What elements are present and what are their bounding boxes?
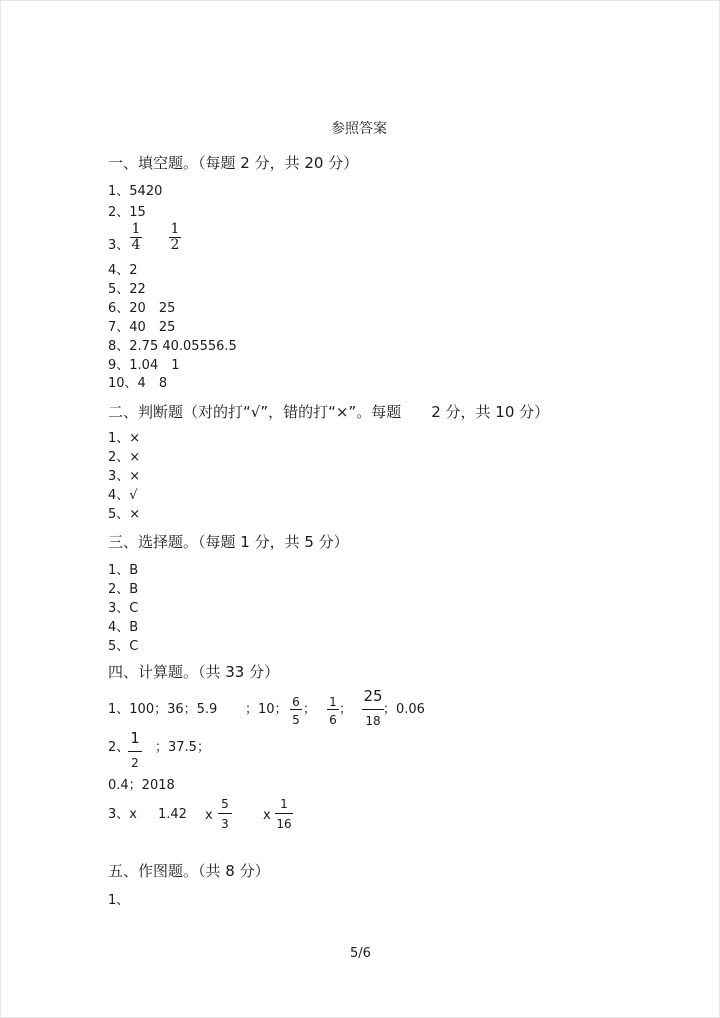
section2-item-5: 5、× <box>108 507 141 522</box>
calc-q1-suffix: ；0.06 <box>383 702 425 717</box>
calc-q1-sep1: ； <box>303 702 317 717</box>
fraction-numerator: 5 <box>221 797 229 811</box>
q3-fraction-1-4 <box>130 222 142 253</box>
section5-item-1: 1、 <box>108 893 130 908</box>
fraction-numerator: 25 <box>363 687 383 705</box>
calc-q3-fraction-5-3 <box>218 797 232 831</box>
section3-item-2: 2、B <box>108 582 139 597</box>
fraction-numerator: 1 <box>280 797 288 811</box>
calc-q1-fraction-1-6 <box>327 695 339 727</box>
section4-heading: 四、计算题。（共 33 分） <box>108 663 280 681</box>
calc-q3-x2: x <box>205 808 213 823</box>
section1-heading: 一、填空题。（每题 2 分，共 20 分） <box>108 154 359 172</box>
fraction-denominator: 18 <box>365 714 381 728</box>
fraction-denominator: 3 <box>221 817 229 831</box>
fraction-denominator: 4 <box>131 237 141 253</box>
section1-item-6: 6、20 25 <box>108 301 176 316</box>
section1-item-7: 7、40 25 <box>108 320 176 335</box>
section5-heading: 五、作图题。（共 8 分） <box>108 862 270 880</box>
section1-item-10: 10、4 8 <box>108 376 168 391</box>
section1-item-9: 9、1.04 1 <box>108 358 180 373</box>
section3-item-3: 3、C <box>108 601 139 616</box>
calc-q3-value: 1.42 <box>158 807 187 822</box>
section1-item-8: 8、2.75 40.05556.5 <box>108 339 237 354</box>
page-number: 5/6 <box>350 946 371 961</box>
section2-item-2: 2、× <box>108 450 141 465</box>
fraction-denominator: 2 <box>131 756 139 770</box>
section1-item-4: 4、2 <box>108 263 138 278</box>
section3-item-5: 5、C <box>108 639 139 654</box>
calc-q3-x3: x <box>263 808 271 823</box>
fraction-denominator: 6 <box>329 713 337 727</box>
section2-item-1: 1、× <box>108 431 141 446</box>
section1-item-2: 2、15 <box>108 205 146 220</box>
fraction-bar <box>128 751 142 752</box>
calc-q1-sep2: ； <box>339 702 353 717</box>
fraction-denominator: 2 <box>170 237 180 253</box>
calc-q2-line2: 0.4；2018 <box>108 778 175 793</box>
section2-item-3: 3、× <box>108 469 141 484</box>
fraction-bar <box>362 709 384 710</box>
section3-item-4: 4、B <box>108 620 139 635</box>
calc-q1-fraction-6-5 <box>290 695 302 727</box>
fraction-numerator: 1 <box>170 221 180 237</box>
fraction-bar <box>327 709 339 710</box>
section3-heading: 三、选择题。（每题 1 分，共 5 分） <box>108 533 349 551</box>
fraction-numerator: 1 <box>131 221 141 237</box>
section1-item-1: 1、5420 <box>108 184 163 199</box>
section1-item-5: 5、22 <box>108 282 146 297</box>
fraction-bar <box>290 709 302 710</box>
calc-q1-prefix: 1、100；36；5.9 <box>108 702 218 717</box>
calc-q2-suffix: ；37.5； <box>155 740 210 755</box>
fraction-numerator: 1 <box>329 695 337 709</box>
calc-q1-fraction-25-18 <box>362 688 384 728</box>
section3-item-1: 1、B <box>108 563 139 578</box>
calc-q2-fraction-1-2 <box>128 730 142 770</box>
q3-fraction-1-2 <box>169 222 181 253</box>
page-title: 参照答案 <box>331 121 387 137</box>
section2-heading: 二、判断题（对的打“√”，错的打“×”。每题 2 分，共 10 分） <box>108 403 550 421</box>
fraction-numerator: 1 <box>130 729 140 747</box>
fraction-bar <box>275 813 293 814</box>
section2-item-4: 4、√ <box>108 488 138 503</box>
fraction-denominator: 16 <box>276 817 292 831</box>
fraction-denominator: 5 <box>292 713 300 727</box>
section1-item-3: 3、 <box>108 238 130 253</box>
calc-q3-fraction-1-16 <box>275 797 293 831</box>
fraction-bar <box>218 813 232 814</box>
fraction-numerator: 6 <box>292 695 300 709</box>
calc-q2-prefix: 2、 <box>108 740 130 755</box>
calc-q3-prefix: 3、x <box>108 807 137 822</box>
calc-q1-mid: ；10； <box>245 702 288 717</box>
